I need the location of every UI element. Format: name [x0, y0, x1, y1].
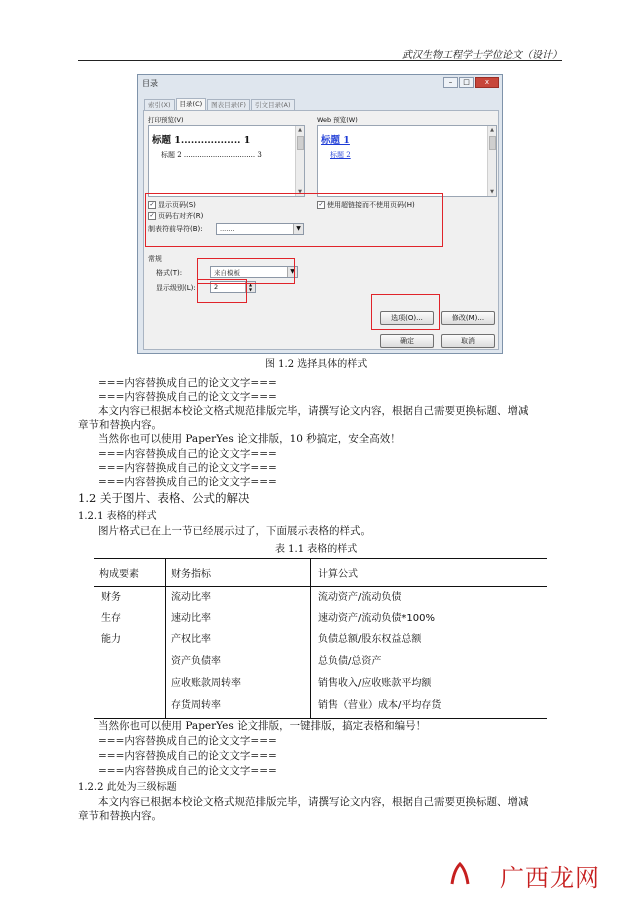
table-bottom-rule [94, 718, 547, 719]
table-header-rule [94, 586, 547, 587]
tab-leader-value: ....... [220, 225, 235, 233]
print-preview-heading2: 标题 2 ................................ 3 [161, 151, 262, 159]
figure-caption: 图 1.2 选择具体的样式 [265, 359, 368, 370]
body-line: ===内容替换成自己的论文文字=== [98, 448, 277, 460]
levels-value: 2 [214, 283, 219, 291]
table-cell: 流动资产/流动负债 [318, 592, 402, 603]
body-line: 本文内容已根据本校论文格式规范排版完毕，请撰写论文内容，根据自己需要更换标题、增减 [98, 796, 529, 808]
section-heading-1-2-2: 1.2.2 此处为三级标题 [78, 782, 177, 793]
chevron-down-icon: ▼ [287, 267, 297, 277]
body-line: ===内容替换成自己的论文文字=== [98, 750, 277, 762]
table-cell: 负债总额/股东权益总额 [318, 634, 422, 645]
watermark-logo-icon [450, 860, 470, 886]
print-preview-box [148, 125, 305, 197]
options-button[interactable]: 选项(O)... [380, 311, 434, 325]
table-intro-paragraph: 图片格式已在上一节已经展示过了，下面展示表格的样式。 [98, 525, 371, 537]
window-buttons [442, 77, 499, 88]
highlight-box-levels [197, 279, 247, 303]
general-label: 常规 [148, 255, 162, 263]
section-heading-1-2-1: 1.2.1 表格的样式 [78, 511, 157, 522]
dialog-title: 目录 [142, 79, 158, 88]
table-cell: 能力 [101, 634, 121, 645]
table-cell: 流动比率 [171, 592, 211, 603]
tab-index[interactable]: 索引(X) [144, 99, 175, 111]
web-preview-scrollbar[interactable]: ▲ ▼ [487, 126, 496, 196]
table-cell: 速动比率 [171, 613, 211, 624]
table-col-divider [310, 558, 311, 718]
format-value: 来自模板 [214, 269, 240, 277]
body-line: 本文内容已根据本校论文格式规范排版完毕，请撰写论文内容，根据自己需要更换标题、增减 [98, 405, 529, 417]
tab-citations[interactable]: 引文目录(A) [251, 99, 295, 111]
maximize-button[interactable]: □ [459, 77, 474, 88]
table-header-cell: 财务指标 [171, 569, 211, 580]
table-col-divider [165, 558, 166, 718]
print-preview-scrollbar[interactable]: ▲ ▼ [295, 126, 304, 196]
web-preview-label: Web 预览(W) [317, 116, 358, 124]
table-cell: 销售收入/应收账款平均额 [318, 678, 432, 689]
body-line: 当然你也可以使用 PaperYes 论文排版，一键排版，搞定表格和编号！ [98, 720, 427, 732]
body-line: ===内容替换成自己的论文文字=== [98, 476, 277, 488]
print-preview-label: 打印预览(V) [148, 116, 184, 124]
body-line: ===内容替换成自己的论文文字=== [98, 377, 277, 389]
table-header-cell: 计算公式 [318, 569, 358, 580]
header-rule [78, 60, 562, 61]
table-top-rule [94, 558, 547, 559]
tab-figures[interactable]: 图表目录(F) [207, 99, 250, 111]
web-preview-heading2[interactable]: 标题 2 [330, 151, 351, 159]
cancel-button[interactable]: 取消 [441, 334, 495, 348]
watermark-text: 广西龙网 [500, 864, 600, 892]
table-cell: 生存 [101, 613, 121, 624]
chevron-down-icon: ▼ [293, 224, 303, 234]
tab-toc[interactable]: 目录(C) [176, 98, 207, 111]
highlight-box-options [145, 193, 443, 247]
body-line: ===内容替换成自己的论文文字=== [98, 462, 277, 474]
right-align-checkbox[interactable]: ✓ [149, 212, 155, 219]
table-cell: 产权比率 [171, 634, 211, 645]
section-heading-1-2: 1.2 关于图片、表格、公式的解决 [78, 491, 250, 505]
levels-label: 显示级别(L): [156, 284, 196, 292]
body-line: 章节和替换内容。 [78, 419, 162, 431]
spinner-arrows-icon: ▲ ▼ [245, 282, 255, 292]
table-cell: 财务 [101, 592, 121, 603]
table-cell: 资产负债率 [171, 656, 221, 667]
hyperlinks-checkbox[interactable]: ✓ [318, 201, 324, 208]
table-cell: 速动资产/流动负债*100% [318, 613, 435, 624]
body-line: ===内容替换成自己的论文文字=== [98, 391, 277, 403]
body-line: 章节和替换内容。 [78, 810, 162, 822]
tab-leader-label: 制表符前导符(B): [148, 225, 203, 233]
hyperlinks-label: 使用超链接而不使用页码(H) [327, 201, 415, 209]
minimize-button[interactable]: – [443, 77, 458, 88]
table-cell: 应收账款周转率 [171, 678, 241, 689]
print-preview-heading1: 标题 1.................. 1 [152, 135, 251, 146]
table-caption: 表 1.1 表格的样式 [275, 544, 358, 555]
web-preview-box [317, 125, 497, 197]
table-header-cell: 构成要素 [99, 569, 139, 580]
table-cell: 存货周转率 [171, 700, 221, 711]
table-cell: 销售（营业）成本/平均存货 [318, 700, 442, 711]
close-button[interactable]: x [475, 77, 499, 88]
body-line: ===内容替换成自己的论文文字=== [98, 735, 277, 747]
body-line: 当然你也可以使用 PaperYes 论文排版，10 秒搞定，安全高效！ [98, 433, 401, 445]
highlight-box-options-button [371, 294, 440, 330]
format-label: 格式(T): [156, 269, 183, 277]
right-align-label: 页码右对齐(R) [158, 212, 204, 220]
dialog-tabs [144, 98, 296, 110]
show-page-numbers-label: 显示页码(S) [158, 201, 196, 209]
modify-button[interactable]: 修改(M)... [441, 311, 495, 325]
ok-button[interactable]: 确定 [380, 334, 434, 348]
body-line: ===内容替换成自己的论文文字=== [98, 765, 277, 777]
show-page-numbers-checkbox[interactable]: ✓ [149, 201, 155, 208]
web-preview-heading1[interactable]: 标题 1 [321, 135, 350, 146]
page-header-title: 武汉生物工程学士学位论文（设计） [402, 50, 562, 61]
table-cell: 总负债/总资产 [318, 656, 382, 667]
